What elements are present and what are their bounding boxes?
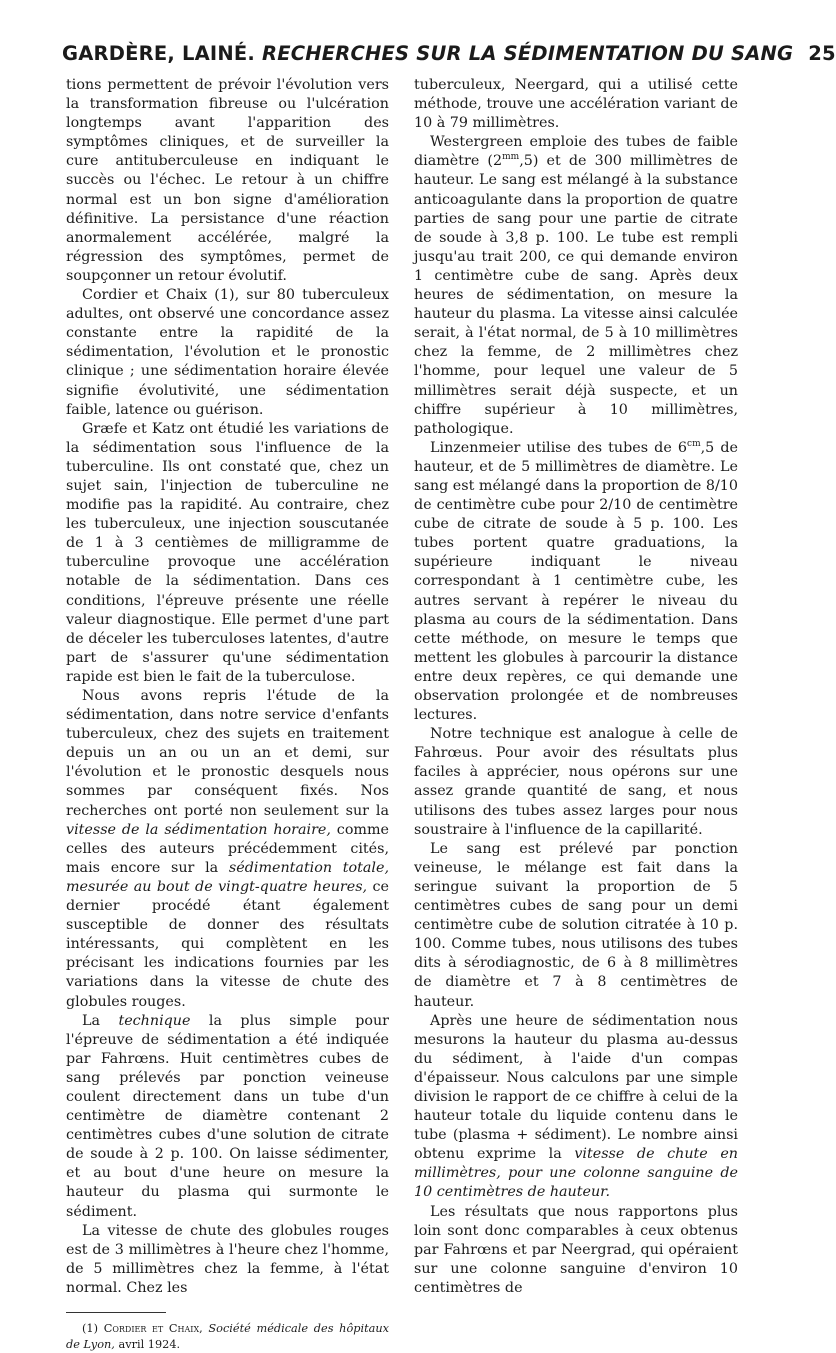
footnote	[66, 1321, 389, 1353]
right-paragraph-7: Les résultats que nous rapportons plus loin sont donc comparables à ceux obtenus par Fahrœns et par Neergrad, qui opéraient sur une colonne sanguine d'environ 10 centimètres de	[414, 1203, 738, 1296]
page-number: 25	[808, 42, 836, 65]
footnote-number: (1)	[82, 1322, 104, 1335]
right-p3-text-b: ,5 de hauteur, et de 5 millimètres de diamètre. Le sang est mélangé dans la proportion de 8/10 de centimètre cube pour 2/10 de centimètre cube de citrate de soude à 5 p. 100. Les tubes portent quatre graduations, la supérieure indiquant le niveau correspondant à 1 centimètre cube, les autres servant à repérer le niveau du plasma au cours de la sédimentation. Dans cette méthode, on mesure le temps que mettent les globules à parcourir la distance entre deux repères, ce qui demande une observation prolongée et de nombreuses lectures.	[414, 439, 738, 724]
header-authors: GARDÈRE, LAINÉ.	[62, 42, 255, 65]
right-p6-text-a: Après une heure de sédimentation nous mesurons la hauteur du plasma au-dessus du sédiment, à l'aide d'un compas d'épaisseur. Nous calculons par une simple division le rapport de ce chiffre à celui de la hauteur totale du liquide contenu dans le tube (plasma + sédiment). Le nombre ainsi obtenu exprime la	[414, 1012, 738, 1163]
left-paragraph-6: La vitesse de chute des globules rouges est de 3 millimètres à l'heure chez l'homme, de 5 millimètres chez la femme, à l'état normal. Chez les	[66, 1222, 389, 1296]
left-p5-emphasis: technique	[118, 1012, 191, 1029]
left-paragraph-3: Græfe et Katz ont étudié les variations de la sédimentation sous l'influence de la tuberculine. Ils ont constaté que, chez un sujet sain, l'injection de tuberculine ne modifie pas la rapidité. Au contraire, chez les tuberculeux, une injection souscutanée de 1 à 3 centièmes de milligramme de tuberculine provoque une accélération notable de la sédimentation. Dans ces conditions, l'épreuve présente une réelle valeur diagnostique. Elle permet d'une part de déceler les tuberculoses latentes, d'autre part de s'assurer qu'une sédimentation rapide est bien le fait de la tuberculose.	[66, 420, 389, 685]
left-p4-text-a: Nous avons repris l'étude de la sédimentation, dans notre service d'enfants tuberculeux, chez des sujets en traitement depuis un an ou un an et demi, sur l'évolution et le pronostic desquels nous sommes par conséquent fixés. Nos recherches ont porté non seulement sur la	[66, 688, 389, 819]
left-p5-text-a: La	[82, 1012, 119, 1029]
footnote-source: Société médicale des hôpitaux de Lyon,	[66, 1322, 390, 1351]
left-paragraph-4	[66, 687, 389, 1012]
left-p4-emphasis-2: sédimentation totale, mesurée au bout de vingt-quatre heures,	[66, 859, 389, 895]
right-p2-text-a: Westergreen emploie des tubes de faible diamètre (2	[414, 134, 738, 170]
footnote-date: avril 1924.	[114, 1338, 181, 1351]
left-p4-text-b: comme celles des auteurs précédemment cités, mais encore sur la	[66, 821, 389, 876]
left-paragraph-5	[66, 1012, 389, 1222]
right-column	[414, 76, 738, 1298]
header-title: RECHERCHES SUR LA SÉDIMENTATION DU SANG	[261, 42, 794, 65]
right-paragraph-6	[414, 1012, 738, 1203]
right-p3-text-a: Linzenmeier utilise des tubes de 6	[430, 439, 688, 456]
right-p3-superscript: cm	[687, 439, 701, 450]
left-paragraph-1: tions permettent de prévoir l'évolution vers la transformation fibreuse ou l'ulcération longtemps avant l'apparition des symptômes cliniques, et de surveiller la cure antituberculeuse en indiquant le succès ou l'échec. Le retour à un chiffre normal est un bon signe d'amélioration définitive. La persistance d'une réaction anormalement accélérée, malgré la régression des symptômes, permet de soupçonner un retour évolutif.	[66, 77, 389, 284]
right-p6-emphasis: vitesse de chute en millimètres, pour une colonne sanguine de 10 centimètres de hauteur.	[414, 1146, 738, 1201]
right-paragraph-1: tuberculeux, Neergard, qui a utilisé cette méthode, trouve une accélération variant de 10 à 79 millimètres.	[414, 77, 738, 132]
left-p4-emphasis-1: vitesse de la sédimentation horaire,	[66, 821, 331, 838]
running-head	[62, 42, 836, 66]
right-paragraph-2	[414, 133, 738, 439]
left-p4-text-c: ce dernier procédé étant également susceptible de donner des résultats intéressants, qui complètent en les précisant les indications fournies par les variations dans la vitesse de chute des globules rouges.	[66, 878, 389, 1010]
right-paragraph-5: Le sang est prélevé par ponction veineuse, le mélange est fait dans la seringue suivant la proportion de 5 centimètres cubes de sang pour un demi centimètre cube de solution citratée à 10 p. 100. Comme tubes, nous utilisons des tubes dits à sérodiagnostic, de 6 à 8 millimètres de diamètre et 7 à 8 centimètres de hauteur.	[414, 840, 738, 1010]
footnote-rule	[66, 1312, 166, 1313]
left-p5-text-b: la plus simple pour l'épreuve de sédimentation a été indiquée par Fahrœns. Huit centimètres cubes de sang prélevés par ponction veineuse coulent directement dans un tube d'un centimètre de diamètre contenant 2 centimètres cubes d'une solution de citrate de soude à 2 p. 100. On laisse sédimenter, et au bout d'une heure on mesure la hauteur du plasma qui surmonte le sédiment.	[66, 1012, 390, 1220]
right-p2-superscript: mm	[502, 152, 520, 163]
right-paragraph-3	[414, 439, 738, 725]
right-p2-text-b: ,5) et de 300 millimètres de hauteur. Le sang est mélangé à la substance anticoagulante dans la proportion de quatre parties de sang pour une partie de citrate de soude à 3,8 p. 100. Le tube est rempli jusqu'au trait 200, ce qui demande environ 1 centimètre cube de sang. Après deux heures de sédimentation, on mesure la hauteur du plasma. La vitesse ainsi calculée serait, à l'état normal, de 5 à 10 millimètres chez la femme, de 2 millimètres chez l'homme, pour lequel une valeur de 5 millimètres serait déjà suspecte, et un chiffre supérieur à 10 millimètres, pathologique.	[414, 153, 738, 437]
footnote-authors: Cordier et Chaix,	[103, 1322, 203, 1335]
left-paragraph-2: Cordier et Chaix (1), sur 80 tuberculeux adultes, ont observé une concordance assez constante entre la rapidité de la sédimentation, l'évolution et le pronostic clinique ; une sédimentation horaire élevée signifie évolutivité, une sédimentation faible, latence ou guérison.	[66, 287, 389, 418]
left-column	[66, 76, 389, 1353]
right-paragraph-4: Notre technique est analogue à celle de Fahrœus. Pour avoir des résultats plus faciles à apprécier, nous opérons sur une assez grande quantité de sang, et nous utilisons des tubes assez larges pour nous soustraire à l'influence de la capillarité.	[414, 726, 738, 838]
